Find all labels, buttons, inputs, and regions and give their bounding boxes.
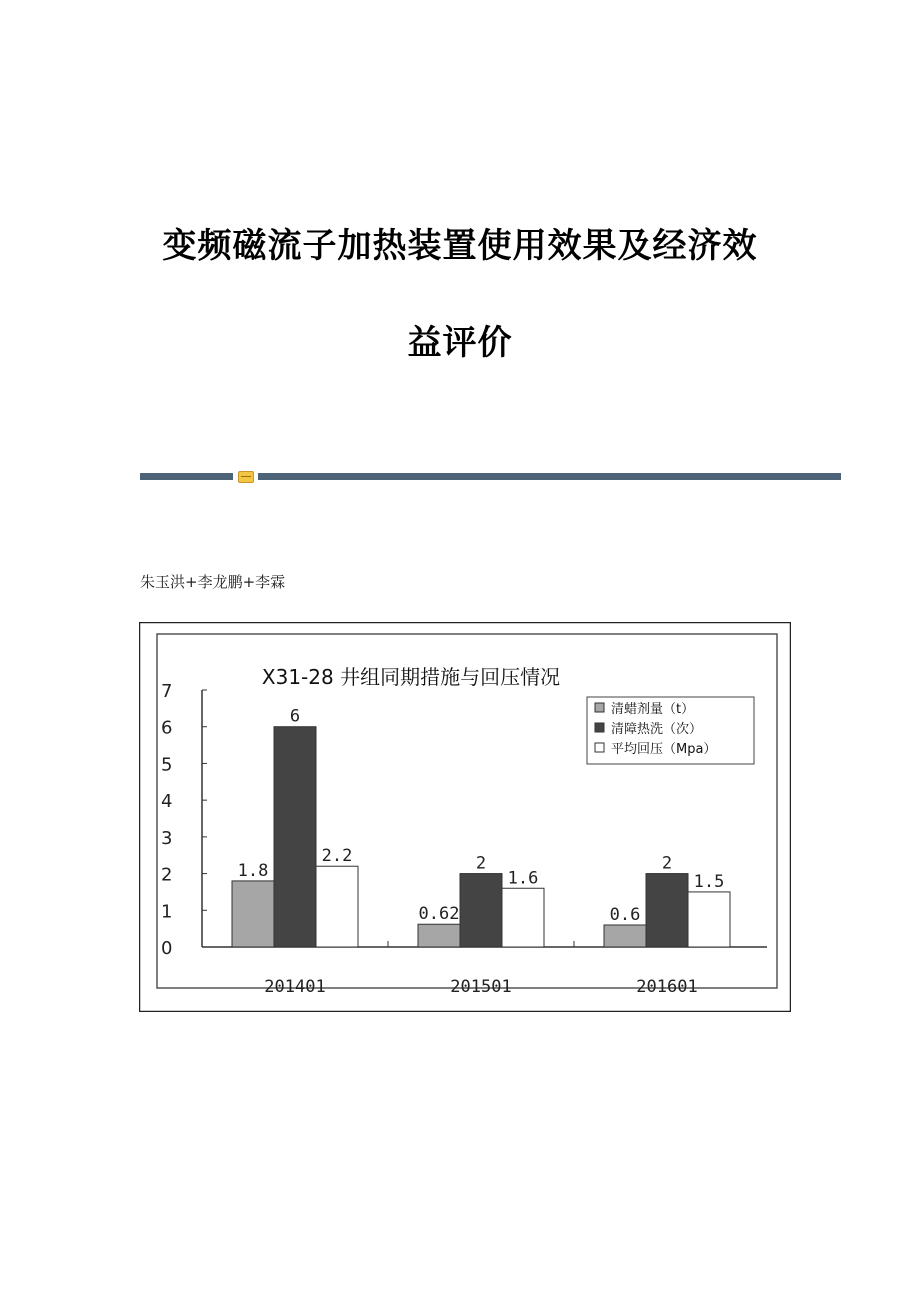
x-tick-label: 201601 bbox=[636, 977, 698, 997]
y-tick-label: 2 bbox=[161, 864, 173, 886]
legend-swatch-1 bbox=[595, 703, 604, 712]
bar-201501-series-3 bbox=[502, 888, 544, 947]
x-tick-label: 201501 bbox=[450, 977, 512, 997]
data-label: 0.6 bbox=[609, 904, 641, 925]
legend-label-1: 清蜡剂量（t） bbox=[611, 702, 695, 717]
data-label: 1.6 bbox=[507, 868, 539, 889]
author-line: 朱玉洪+李龙鹏+李霖 bbox=[140, 573, 286, 591]
legend-swatch-2 bbox=[595, 723, 604, 732]
document-title-line-1: 变频磁流子加热装置使用效果及经济效 bbox=[162, 226, 758, 266]
y-tick-label: 4 bbox=[161, 791, 173, 813]
data-label: 1.5 bbox=[693, 871, 725, 892]
bar-201401-series-1 bbox=[232, 881, 274, 947]
bar-chart bbox=[139, 622, 791, 1012]
document-title-line-2: 益评价 bbox=[407, 323, 513, 363]
divider-bar-left bbox=[140, 473, 233, 480]
legend-label-3: 平均回压（Mpa） bbox=[611, 742, 717, 757]
y-tick-label: 5 bbox=[161, 754, 173, 776]
bar-201601-series-3 bbox=[688, 892, 730, 947]
y-tick-label: 1 bbox=[161, 901, 173, 923]
bar-201501-series-1 bbox=[418, 924, 460, 947]
bar-201401-series-2 bbox=[274, 727, 316, 947]
title-divider bbox=[140, 471, 841, 480]
y-tick-label: 6 bbox=[161, 717, 173, 739]
divider-bar-right bbox=[258, 473, 841, 480]
legend-label-2: 清障热洗（次） bbox=[611, 722, 703, 737]
bar-201401-series-3 bbox=[316, 866, 358, 947]
data-label: 2 bbox=[475, 853, 487, 874]
y-tick-label: 7 bbox=[161, 681, 173, 702]
divider-badge-icon bbox=[238, 471, 254, 483]
bar-201601-series-2 bbox=[646, 874, 688, 947]
bar-201501-series-2 bbox=[460, 874, 502, 947]
data-label: 6 bbox=[289, 706, 301, 727]
bar-201601-series-1 bbox=[604, 925, 646, 947]
x-tick-label: 201401 bbox=[264, 977, 326, 997]
data-label: 1.8 bbox=[237, 860, 269, 881]
chart-title: X31-28 井组同期措施与回压情况 bbox=[261, 665, 561, 689]
y-tick-label: 3 bbox=[161, 827, 173, 849]
legend-swatch-3 bbox=[595, 743, 604, 752]
data-label: 0.62 bbox=[418, 904, 460, 925]
data-label: 2.2 bbox=[321, 846, 353, 867]
y-tick-label: 0 bbox=[161, 938, 173, 959]
data-label: 2 bbox=[661, 853, 673, 874]
